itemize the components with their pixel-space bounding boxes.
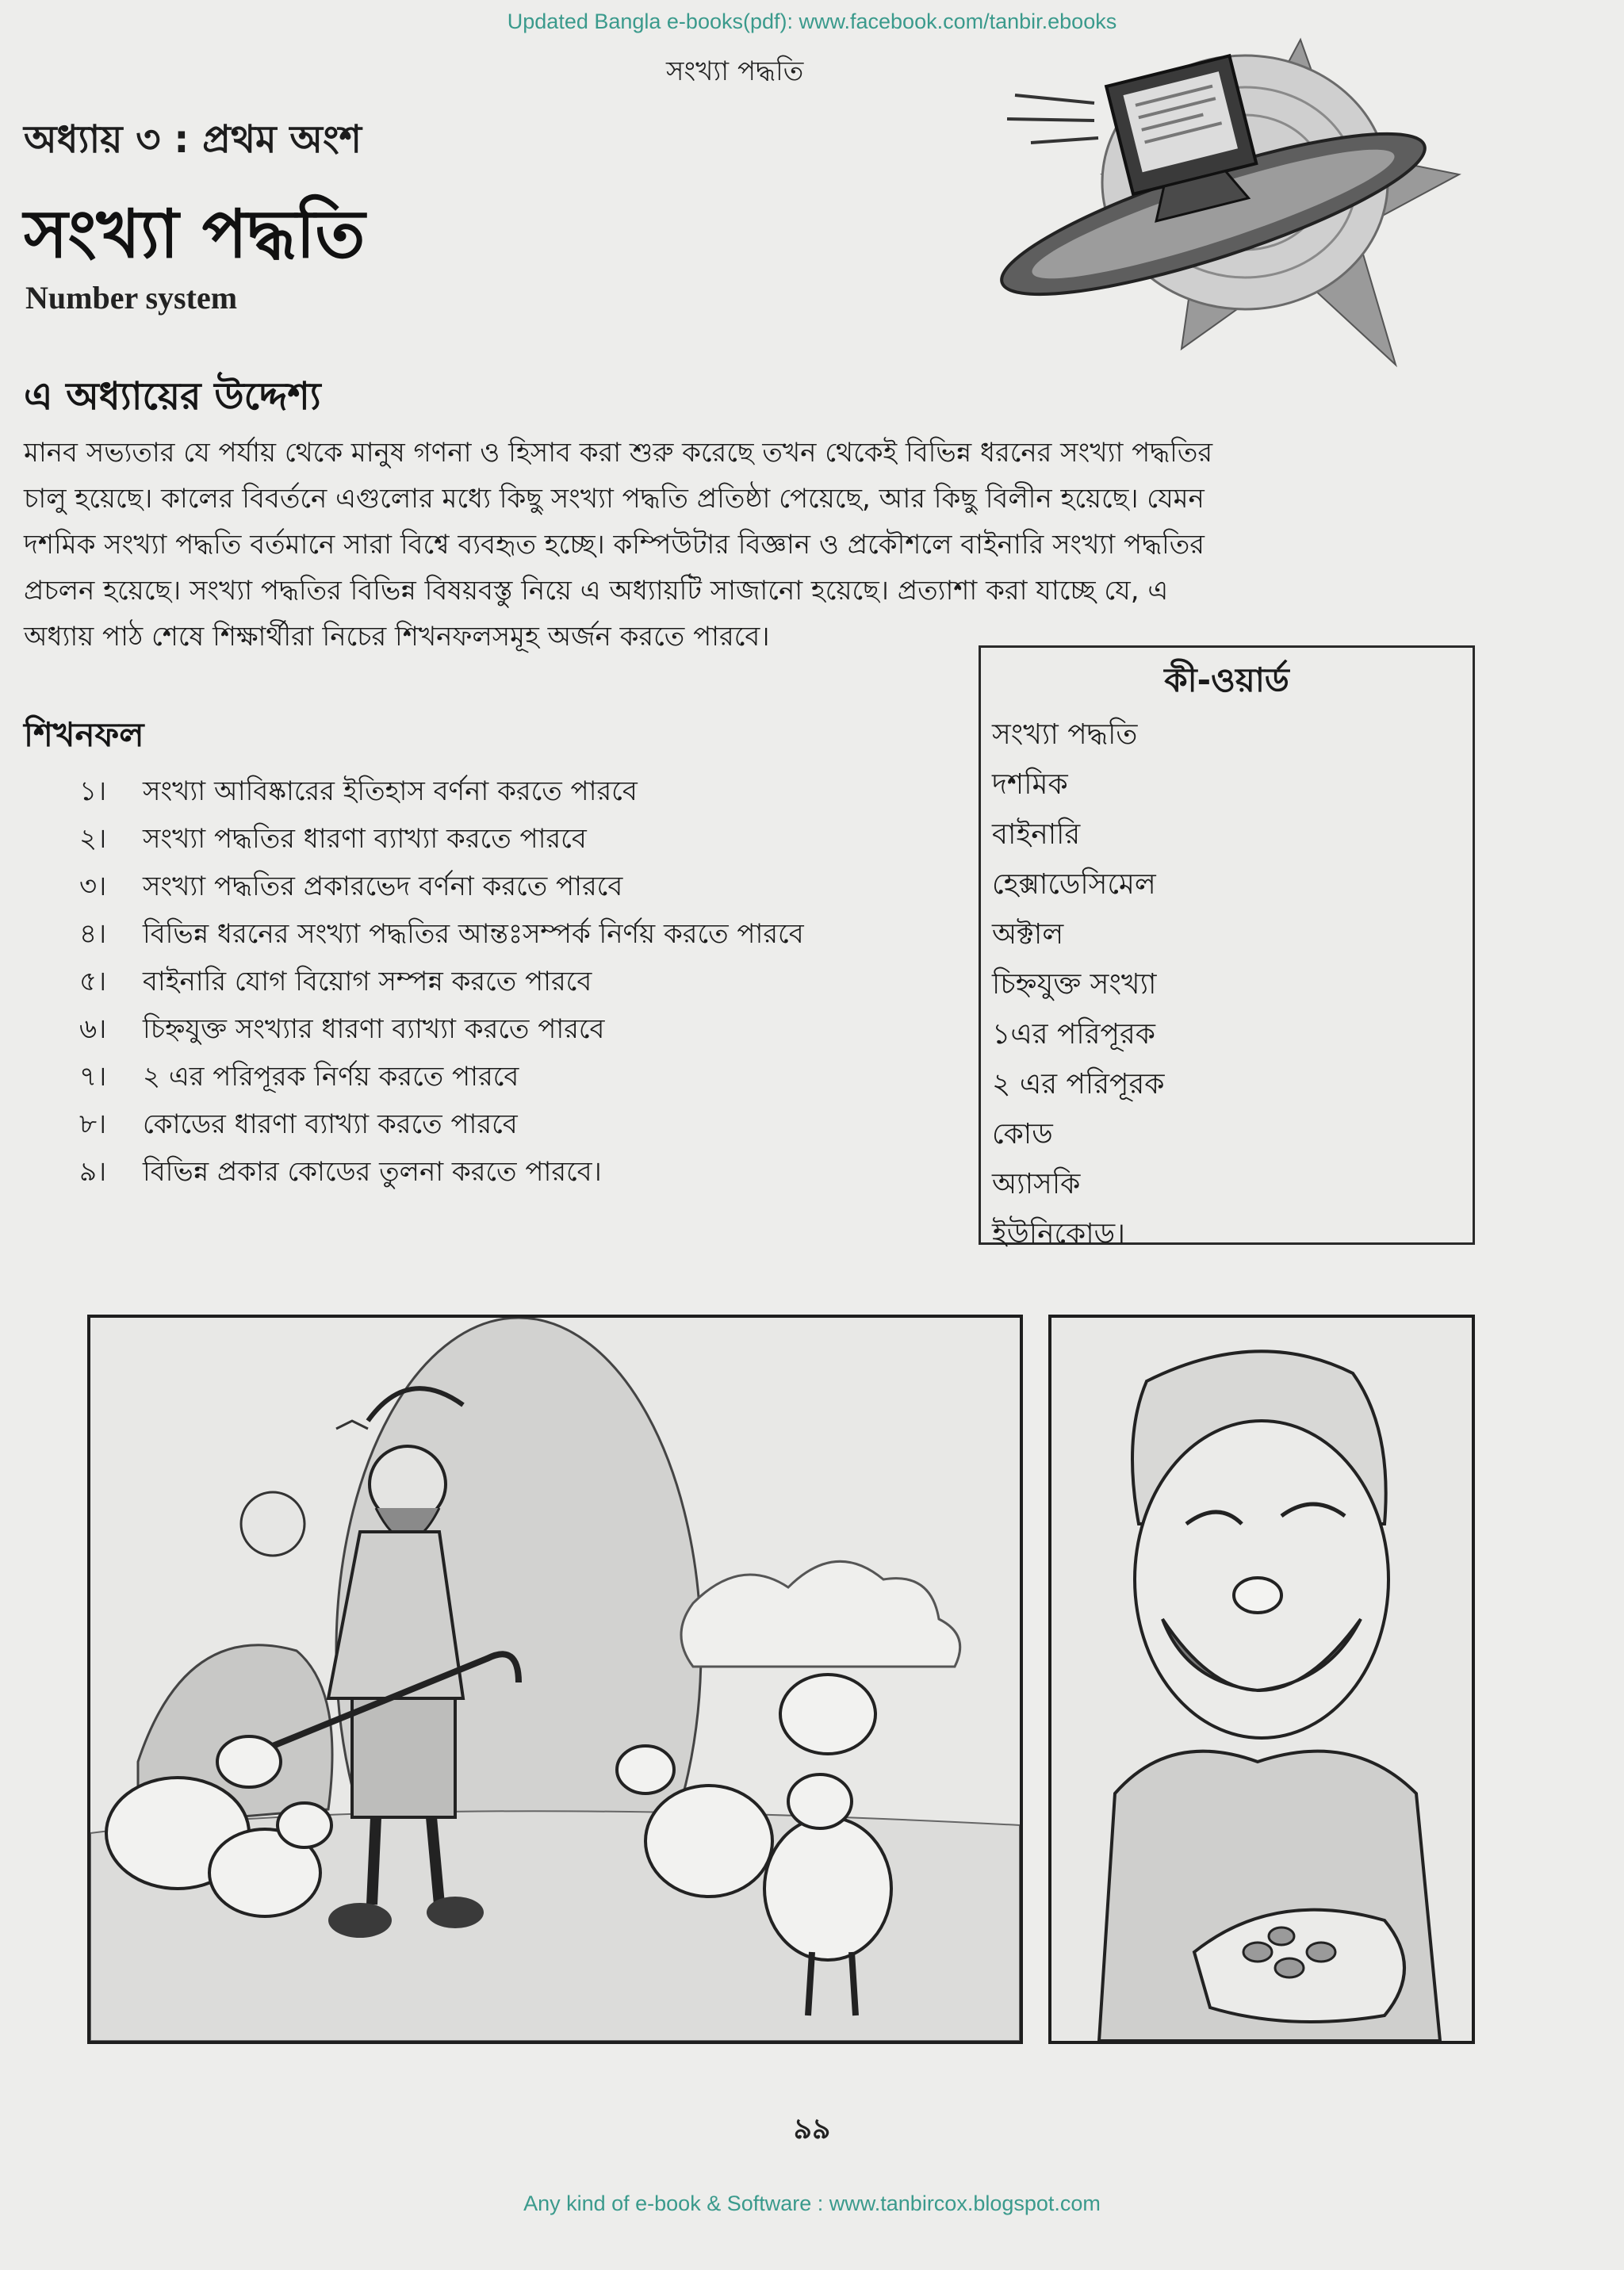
keyword-item: দশমিক	[992, 768, 1068, 801]
keyword-item: হেক্সাডেসিমেল	[992, 868, 1156, 901]
top-promo-link[interactable]: Updated Bangla e-books(pdf): www.facebook.com/tanbir.ebooks	[507, 10, 1117, 33]
list-item	[79, 912, 804, 959]
item-number: ৯।	[79, 1155, 107, 1188]
paragraph-line: চালু হয়েছে। কালের বিবর্তনে এগুলোর মধ্যে কিছু সংখ্যা পদ্ধতি প্রতিষ্ঠা পেয়েছে, আর কিছু বিলীন হয়েছে। যেমন	[24, 483, 1205, 515]
paragraph-line: প্রচলন হয়েছে। সংখ্যা পদ্ধতির বিভিন্ন বিষয়বস্তু নিয়ে এ অধ্যায়টি সাজানো হয়েছে। প্রত্যাশা করা যাচ্ছে যে, এ	[24, 575, 1169, 607]
keyword-item: অ্যাসকি	[992, 1168, 1081, 1200]
cartoon-panel-shepherd	[87, 1315, 1023, 2044]
list-item	[79, 959, 804, 1007]
chapter-label: অধ্যায় ৩ : প্রথম অংশ	[24, 117, 362, 162]
keyword-item: ইউনিকোড।	[992, 1218, 1126, 1250]
item-number: ৬।	[79, 1013, 107, 1045]
item-number: ২।	[79, 822, 107, 855]
list-item	[79, 1150, 804, 1197]
keyword-list	[992, 710, 1164, 1259]
list-item	[79, 1007, 804, 1055]
keyword-item: ১এর পরিপূরক	[992, 1018, 1155, 1051]
item-text: সংখ্যা আবিষ্কারের ইতিহাস বর্ণনা করতে পারবে	[143, 775, 638, 807]
item-text: বিভিন্ন প্রকার কোডের তুলনা করতে পারবে।	[143, 1155, 602, 1188]
paragraph-line: দশমিক সংখ্যা পদ্ধতি বর্তমানে সারা বিশ্বে ব্যবহৃত হচ্ছে। কম্পিউটার বিজ্ঞান ও প্রকৌশলে বাইনারি সংখ্যা পদ্ধতির	[24, 529, 1205, 561]
keyword-item: বাইনারি	[992, 818, 1081, 851]
item-text: সংখ্যা পদ্ধতির প্রকারভেদ বর্ণনা করতে পারবে	[143, 870, 623, 902]
cartoon-panel-closeup	[1048, 1315, 1475, 2044]
item-number: ৭।	[79, 1060, 107, 1093]
list-item	[79, 1055, 804, 1102]
item-text: ২ এর পরিপূরক নির্ণয় করতে পারবে	[143, 1060, 519, 1093]
running-head: সংখ্যা পদ্ধতি	[666, 56, 804, 87]
chapter-subtitle-english: Number system	[25, 280, 238, 316]
computer-illustration	[983, 32, 1467, 381]
learning-outcomes-list	[79, 769, 804, 1197]
keyword-item: অক্টাল	[992, 918, 1064, 951]
page-number: ৯৯	[793, 2113, 831, 2146]
list-item	[79, 864, 804, 912]
item-text: চিহ্নযুক্ত সংখ্যার ধারণা ব্যাখ্যা করতে পারবে	[143, 1013, 605, 1045]
keyword-item: কোড	[992, 1118, 1053, 1150]
objective-paragraph	[24, 430, 1483, 660]
keyword-box-title: কী-ওয়ার্ড	[1164, 660, 1289, 699]
objective-heading: এ অধ্যায়ের উদ্দেশ্য	[24, 374, 321, 419]
item-number: ১।	[79, 775, 107, 807]
shepherd-illustration	[90, 1318, 1020, 2041]
learning-outcomes-heading: শিখনফল	[24, 715, 144, 754]
item-number: ৪।	[79, 917, 107, 950]
item-text: বাইনারি যোগ বিয়োগ সম্পন্ন করতে পারবে	[143, 965, 592, 997]
paragraph-line: মানব সভ্যতার যে পর্যায় থেকে মানুষ গণনা ও হিসাব করা শুরু করেছে তখন থেকেই বিভিন্ন ধরনের সংখ্যা পদ্ধতির	[24, 437, 1213, 469]
paragraph-line: অধ্যায় পাঠ শেষে শিক্ষার্থীরা নিচের শিখনফলসমূহ অর্জন করতে পারবে।	[24, 621, 770, 653]
list-item	[79, 769, 804, 817]
item-number: ৩।	[79, 870, 107, 902]
closeup-illustration	[1051, 1318, 1472, 2041]
keyword-item: চিহ্নযুক্ত সংখ্যা	[992, 968, 1157, 1001]
keyword-box	[979, 645, 1475, 1250]
item-text: সংখ্যা পদ্ধতির ধারণা ব্যাখ্যা করতে পারবে	[143, 822, 587, 855]
keyword-item: ২ এর পরিপূরক	[992, 1068, 1165, 1101]
item-text: কোডের ধারণা ব্যাখ্যা করতে পারবে	[143, 1108, 518, 1140]
bottom-promo-link[interactable]: Any kind of e-book & Software : www.tanbircox.blogspot.com	[523, 2192, 1101, 2215]
item-text: বিভিন্ন ধরনের সংখ্যা পদ্ধতির আন্তঃসম্পর্ক নির্ণয় করতে পারবে	[143, 917, 804, 950]
item-number: ৮।	[79, 1108, 107, 1140]
list-item	[79, 817, 804, 864]
keyword-item: সংখ্যা পদ্ধতি	[992, 718, 1138, 751]
list-item	[79, 1102, 804, 1150]
chapter-title: সংখ্যা পদ্ধতি	[24, 195, 366, 273]
item-number: ৫।	[79, 965, 107, 997]
